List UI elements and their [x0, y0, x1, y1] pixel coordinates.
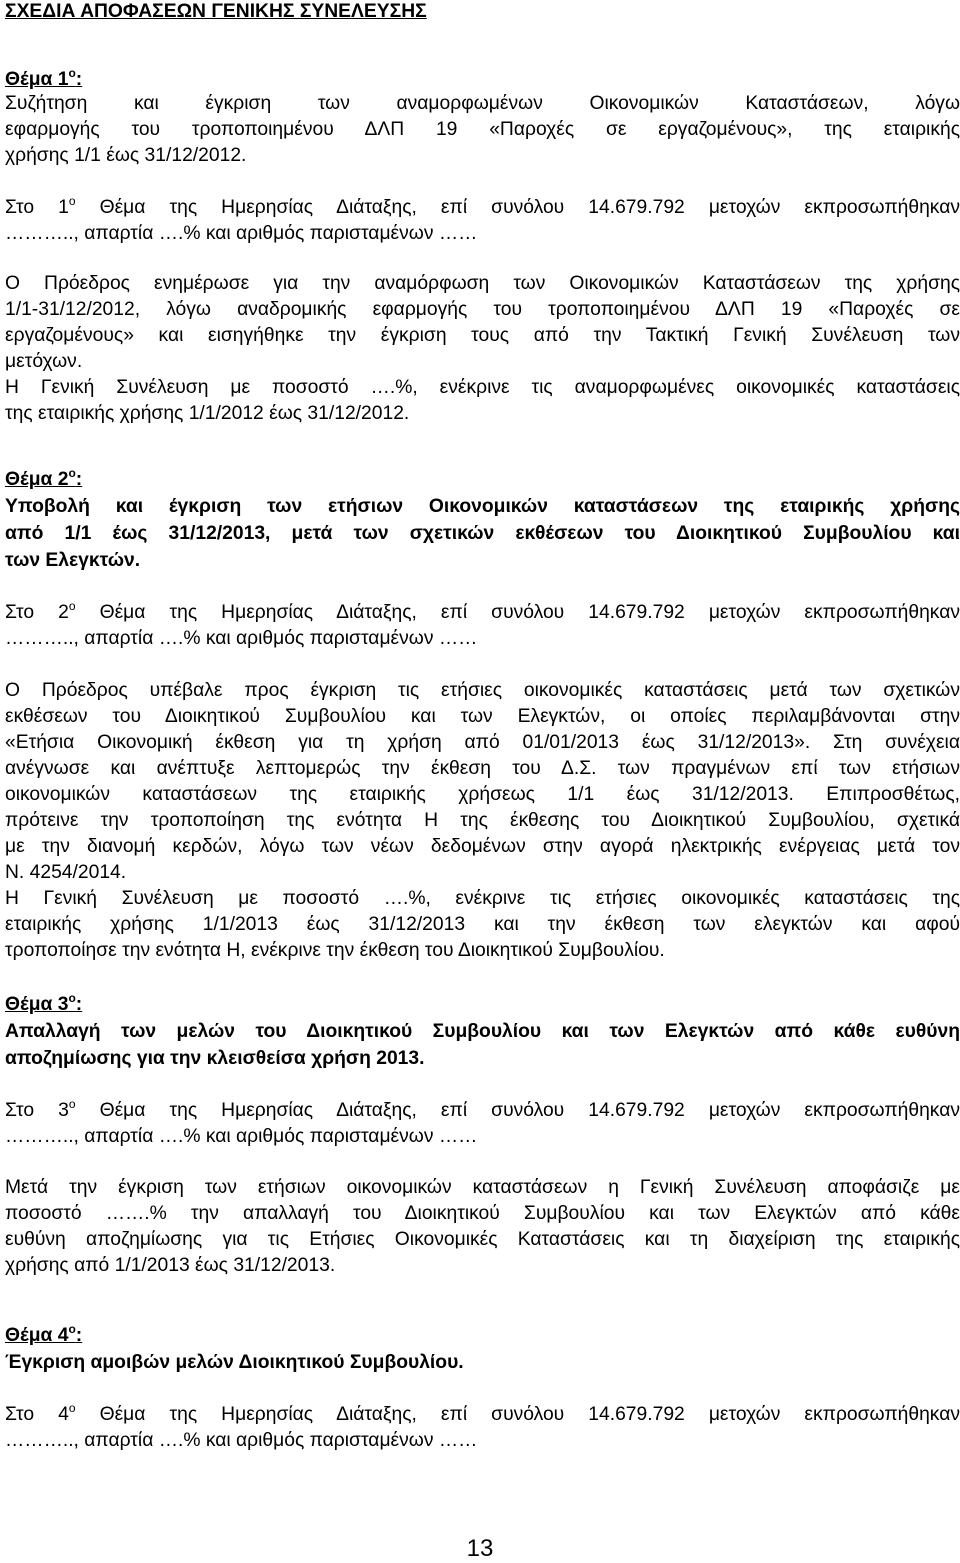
item-3-attendance-quorum: ……….., απαρτία ….% και αριθμός παρισταμένων …… — [5, 1126, 478, 1147]
item-1-subject-line: Συζήτηση και έγκριση των αναμορφωμένων Οικονομικών Καταστάσεων, λόγω — [5, 93, 960, 114]
item-2-body-line: ανέγνωσε και ανέπτυξε λεπτομερώς την έκθεση του Δ.Σ. των πραγμένων επί των ετήσιων — [5, 758, 960, 779]
item-3-body-line: ποσοστό …….% την απαλλαγή του Διοικητικού Συμβουλίου και των Ελεγκτών από κάθε — [5, 1203, 960, 1224]
item-1-body-line: μετόχων. — [5, 351, 83, 372]
document-title: ΣΧΕΔΙΑ ΑΠΟΦΑΣΕΩΝ ΓΕΝΙΚΗΣ ΣΥΝΕΛΕΥΣΗΣ — [5, 1, 427, 22]
item-2-subject-line: Υποβολή και έγκριση των ετήσιων Οικονομικών καταστάσεων της εταιρικής χρήσης — [5, 496, 960, 517]
item-2-body-line: Η Γενική Συνέλευση με ποσοστό ….%, ενέκρινε τις ετήσιες οικονομικές καταστάσεις της — [5, 888, 960, 909]
item-3-subject-line: αποζημίωσης για την κλεισθείσα χρήση 2013. — [5, 1048, 425, 1069]
item-2-body-line: πρότεινε την τροποποίηση της ενότητα Η της έκθεσης του Διοικητικού Συμβουλίου, σχετικά — [5, 810, 960, 831]
item-3-body-line: Μετά την έγκριση των ετήσιων οικονομικών καταστάσεων η Γενική Συνέλευση αποφάσιζε με — [5, 1177, 960, 1198]
item-2-body-line: με την διανομή κερδών, λόγω των νέων δεδομένων στην αγορά ηλεκτρικής ενέργειας μετά τον — [5, 836, 960, 857]
item-2-attendance: Στο $2^o$ Θέμα της Ημερησίας Διάταξης, επί συνόλου 14.679.792 μετοχών εκπροσωπήθηκαν — [5, 599, 960, 623]
item-2-body-line: εκθέσεων του Διοικητικού Συμβουλίου και των Ελεγκτών, οι οποίες περιλαμβάνονται στην — [5, 706, 960, 727]
item-1-body-line: Η Γενική Συνέλευση με ποσοστό ….%, ενέκρινε τις αναμορφωμένες οικονομικές καταστάσεις — [5, 377, 960, 398]
item-1-body-line: 1/1-31/12/2012, λόγω αναδρομικής εφαρμογής του τροποποιημένου ΔΛΠ 19 «Παροχές σε — [5, 299, 960, 320]
item-4-heading: Θέμα $4^o$: — [5, 1322, 83, 1346]
item-2-body-line: Ν. 4254/2014. — [5, 862, 127, 883]
item-1-attendance: Στο $1^o$ Θέμα της Ημερησίας Διάταξης, επί συνόλου 14.679.792 μετοχών εκπροσωπήθηκαν — [5, 194, 960, 218]
item-3-heading: Θέμα $3^o$: — [5, 991, 83, 1015]
item-2-subject-line: από 1/1 έως 31/12/2013, μετά των σχετικών εκθέσεων του Διοικητικού Συμβουλίου και — [5, 523, 960, 544]
item-4-attendance: Στο $4^o$ Θέμα της Ημερησίας Διάταξης, επί συνόλου 14.679.792 μετοχών εκπροσωπήθηκαν — [5, 1401, 960, 1425]
page-number: 13 — [466, 1535, 494, 1562]
item-2-body-line: εταιρικής χρήσης 1/1/2013 έως 31/12/2013 και την έκθεση των ελεγκτών και αφού — [5, 914, 960, 935]
item-2-body-line: οικονομικών καταστάσεων της εταιρικής χρήσεως 1/1 έως 31/12/2013. Επιπροσθέτως, — [5, 784, 960, 805]
item-3-body-line: ευθύνη αποζημίωσης για τις Ετήσιες Οικονομικές Καταστάσεις και τη διαχείριση της εταιρικής — [5, 1229, 960, 1250]
item-2-body-line: «Ετήσια Οικονομική έκθεση για τη χρήση από 01/01/2013 έως 31/12/2013». Στη συνέχεια — [5, 732, 960, 753]
item-1-subject-line: χρήσης 1/1 έως 31/12/2012. — [5, 145, 247, 166]
item-4-attendance-quorum: ……….., απαρτία ….% και αριθμός παρισταμένων …… — [5, 1430, 478, 1451]
item-1-subject-line: εφαρμογής του τροποποιημένου ΔΛΠ 19 «Παροχές σε εργαζομένους», της εταιρικής — [5, 119, 960, 140]
item-3-attendance: Στο $3^o$ Θέμα της Ημερησίας Διάταξης, επί συνόλου 14.679.792 μετοχών εκπροσωπήθηκαν — [5, 1097, 960, 1121]
item-3-subject-line: Απαλλαγή των μελών του Διοικητικού Συμβουλίου και των Ελεγκτών από κάθε ευθύνη — [5, 1021, 960, 1042]
item-4-subject-line: Έγκριση αμοιβών μελών Διοικητικού Συμβουλίου. — [5, 1352, 464, 1373]
item-1-body-line: Ο Πρόεδρος ενημέρωσε για την αναμόρφωση των Οικονομικών Καταστάσεων της χρήσης — [5, 273, 960, 294]
item-2-attendance-quorum: ……….., απαρτία ….% και αριθμός παρισταμένων …… — [5, 628, 478, 649]
item-1-body-line: εργαζομένους» και εισηγήθηκε την έγκριση τους από την Τακτική Γενική Συνέλευση των — [5, 325, 960, 346]
item-2-body-line: Ο Πρόεδρος υπέβαλε προς έγκριση τις ετήσιες οικονομικές καταστάσεις μετά των σχετικών — [5, 680, 960, 701]
item-3-body-line: χρήσης από 1/1/2013 έως 31/12/2013. — [5, 1255, 336, 1276]
item-2-heading: Θέμα $2^o$: — [5, 466, 83, 490]
item-1-heading: Θέμα $1^o$: — [5, 66, 83, 90]
item-2-subject-line: των Ελεγκτών. — [5, 550, 141, 571]
item-1-attendance-quorum: ……….., απαρτία ….% και αριθμός παρισταμένων …… — [5, 223, 478, 244]
item-1-body-line: της εταιρικής χρήσης 1/1/2012 έως 31/12/2012. — [5, 403, 410, 424]
item-2-body-line: τροποποίησε την ενότητα Η, ενέκρινε την έκθεση του Διοικητικού Συμβουλίου. — [5, 940, 665, 961]
